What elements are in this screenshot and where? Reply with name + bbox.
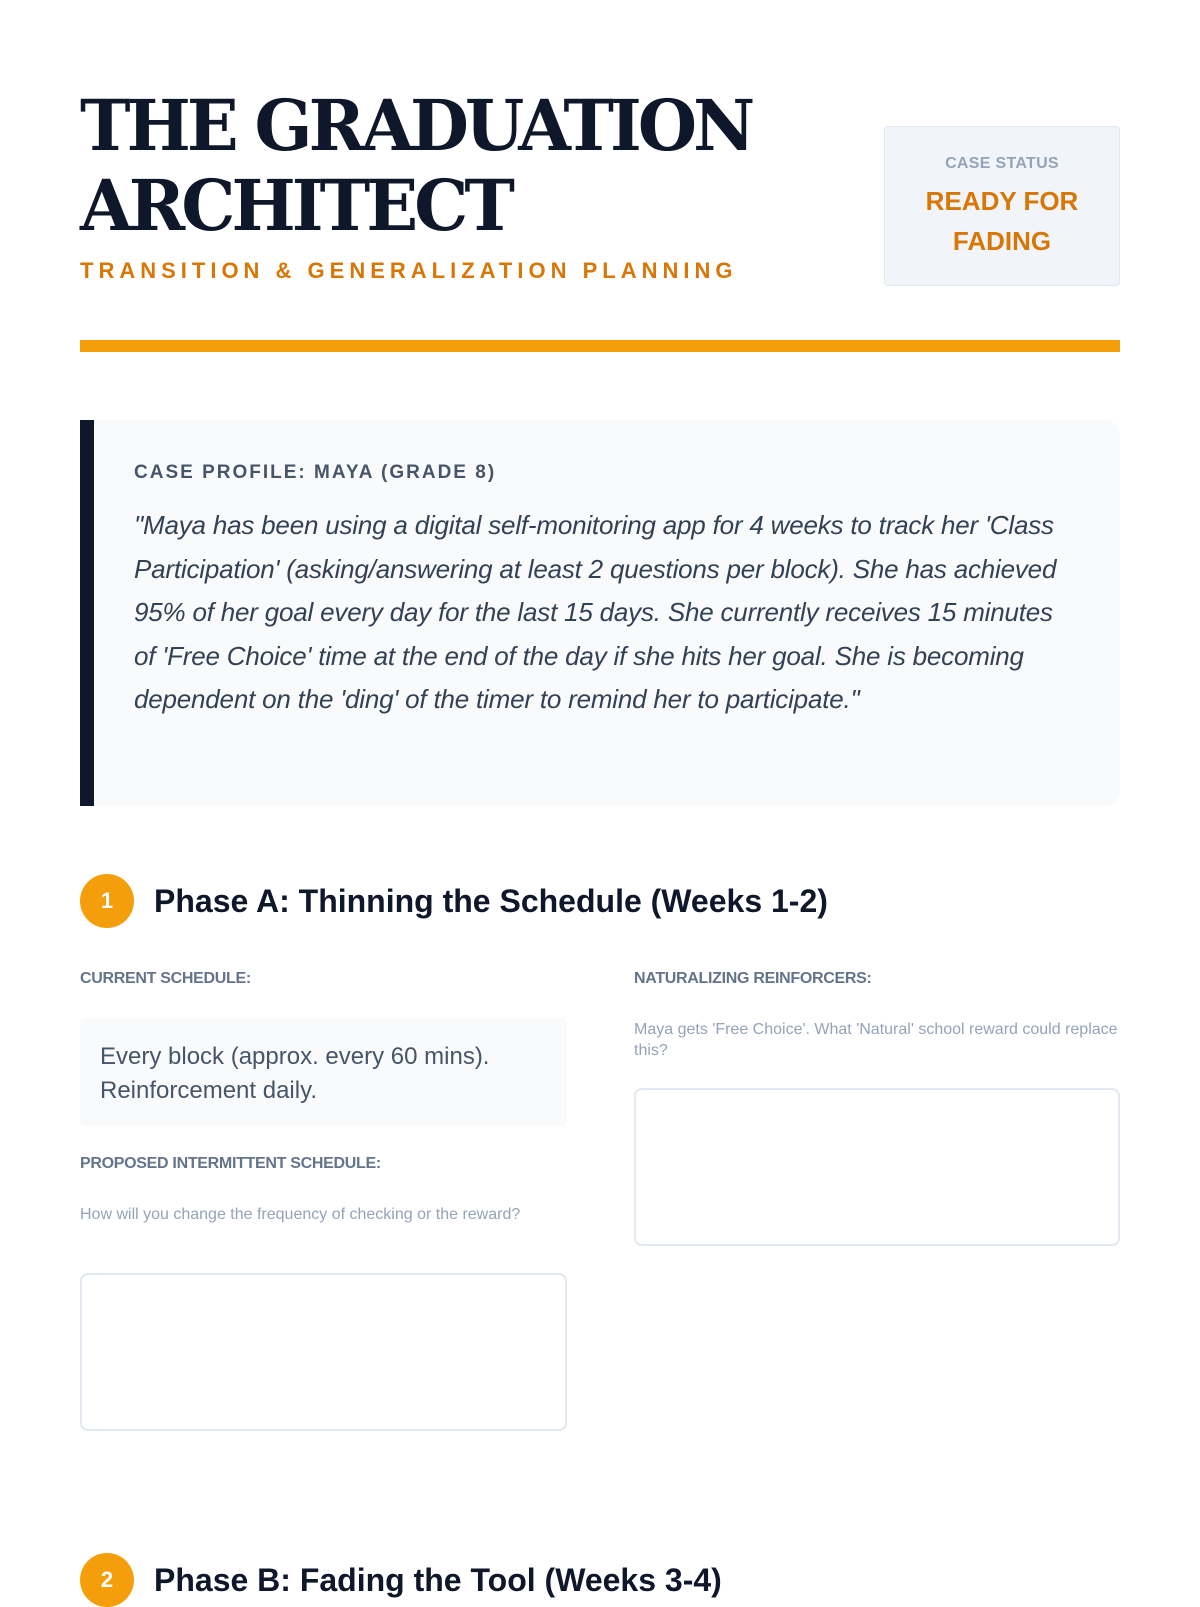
phase-a-header [80,874,828,928]
current-schedule-value: Every block (approx. every 60 mins). Reinforcement daily. [80,1018,567,1126]
proposed-schedule-hint: How will you change the frequency of checking or the reward? [80,1206,521,1223]
naturalizing-reinforcers-label: NATURALIZING REINFORCERS: [634,970,872,987]
proposed-schedule-label: PROPOSED INTERMITTENT SCHEDULE: [80,1155,381,1172]
case-status-value [885,181,1119,261]
phase-a-number-badge: 1 [80,874,134,928]
phase-b-header [80,1553,722,1607]
title-line-1: THE GRADUATION [80,84,752,167]
case-status-card [884,126,1120,286]
case-status-value-line-2: FADING [952,226,1052,256]
header-divider [80,340,1120,352]
proposed-schedule-input[interactable] [80,1273,567,1431]
page-subtitle: TRANSITION & GENERALIZATION PLANNING [80,258,738,283]
phase-b-number-badge: 2 [80,1553,134,1607]
current-schedule-label: CURRENT SCHEDULE: [80,970,251,987]
naturalizing-reinforcers-input[interactable] [634,1088,1120,1246]
phase-b-title: Phase B: Fading the Tool (Weeks 3-4) [154,1561,722,1598]
case-profile-quote: "Maya has been using a digital self-monitoring app for 4 weeks to track her 'Class Participation' (asking/answering at least 2 questions per block). She has achieved 95% of her goal every day for the last 15 days. She currently receives 15 minutes of 'Free Choice' time at the end of the day if she hits her goal. She is becoming dependent on the 'ding' of the timer to remind her to participate." [134,510,1057,714]
case-profile-card [80,420,1120,806]
naturalizing-reinforcers-hint: Maya gets 'Free Choice'. What 'Natural' school reward could replace this? [634,1021,1118,1059]
case-status-value-line-1: READY FOR [925,186,1079,216]
title-line-2: ARCHITECT [80,164,511,247]
case-status-label: CASE STATUS [945,155,1059,172]
phase-a-title: Phase A: Thinning the Schedule (Weeks 1-2) [154,882,828,919]
page-header [80,86,1120,286]
case-profile-title: CASE PROFILE: MAYA (GRADE 8) [134,462,497,483]
